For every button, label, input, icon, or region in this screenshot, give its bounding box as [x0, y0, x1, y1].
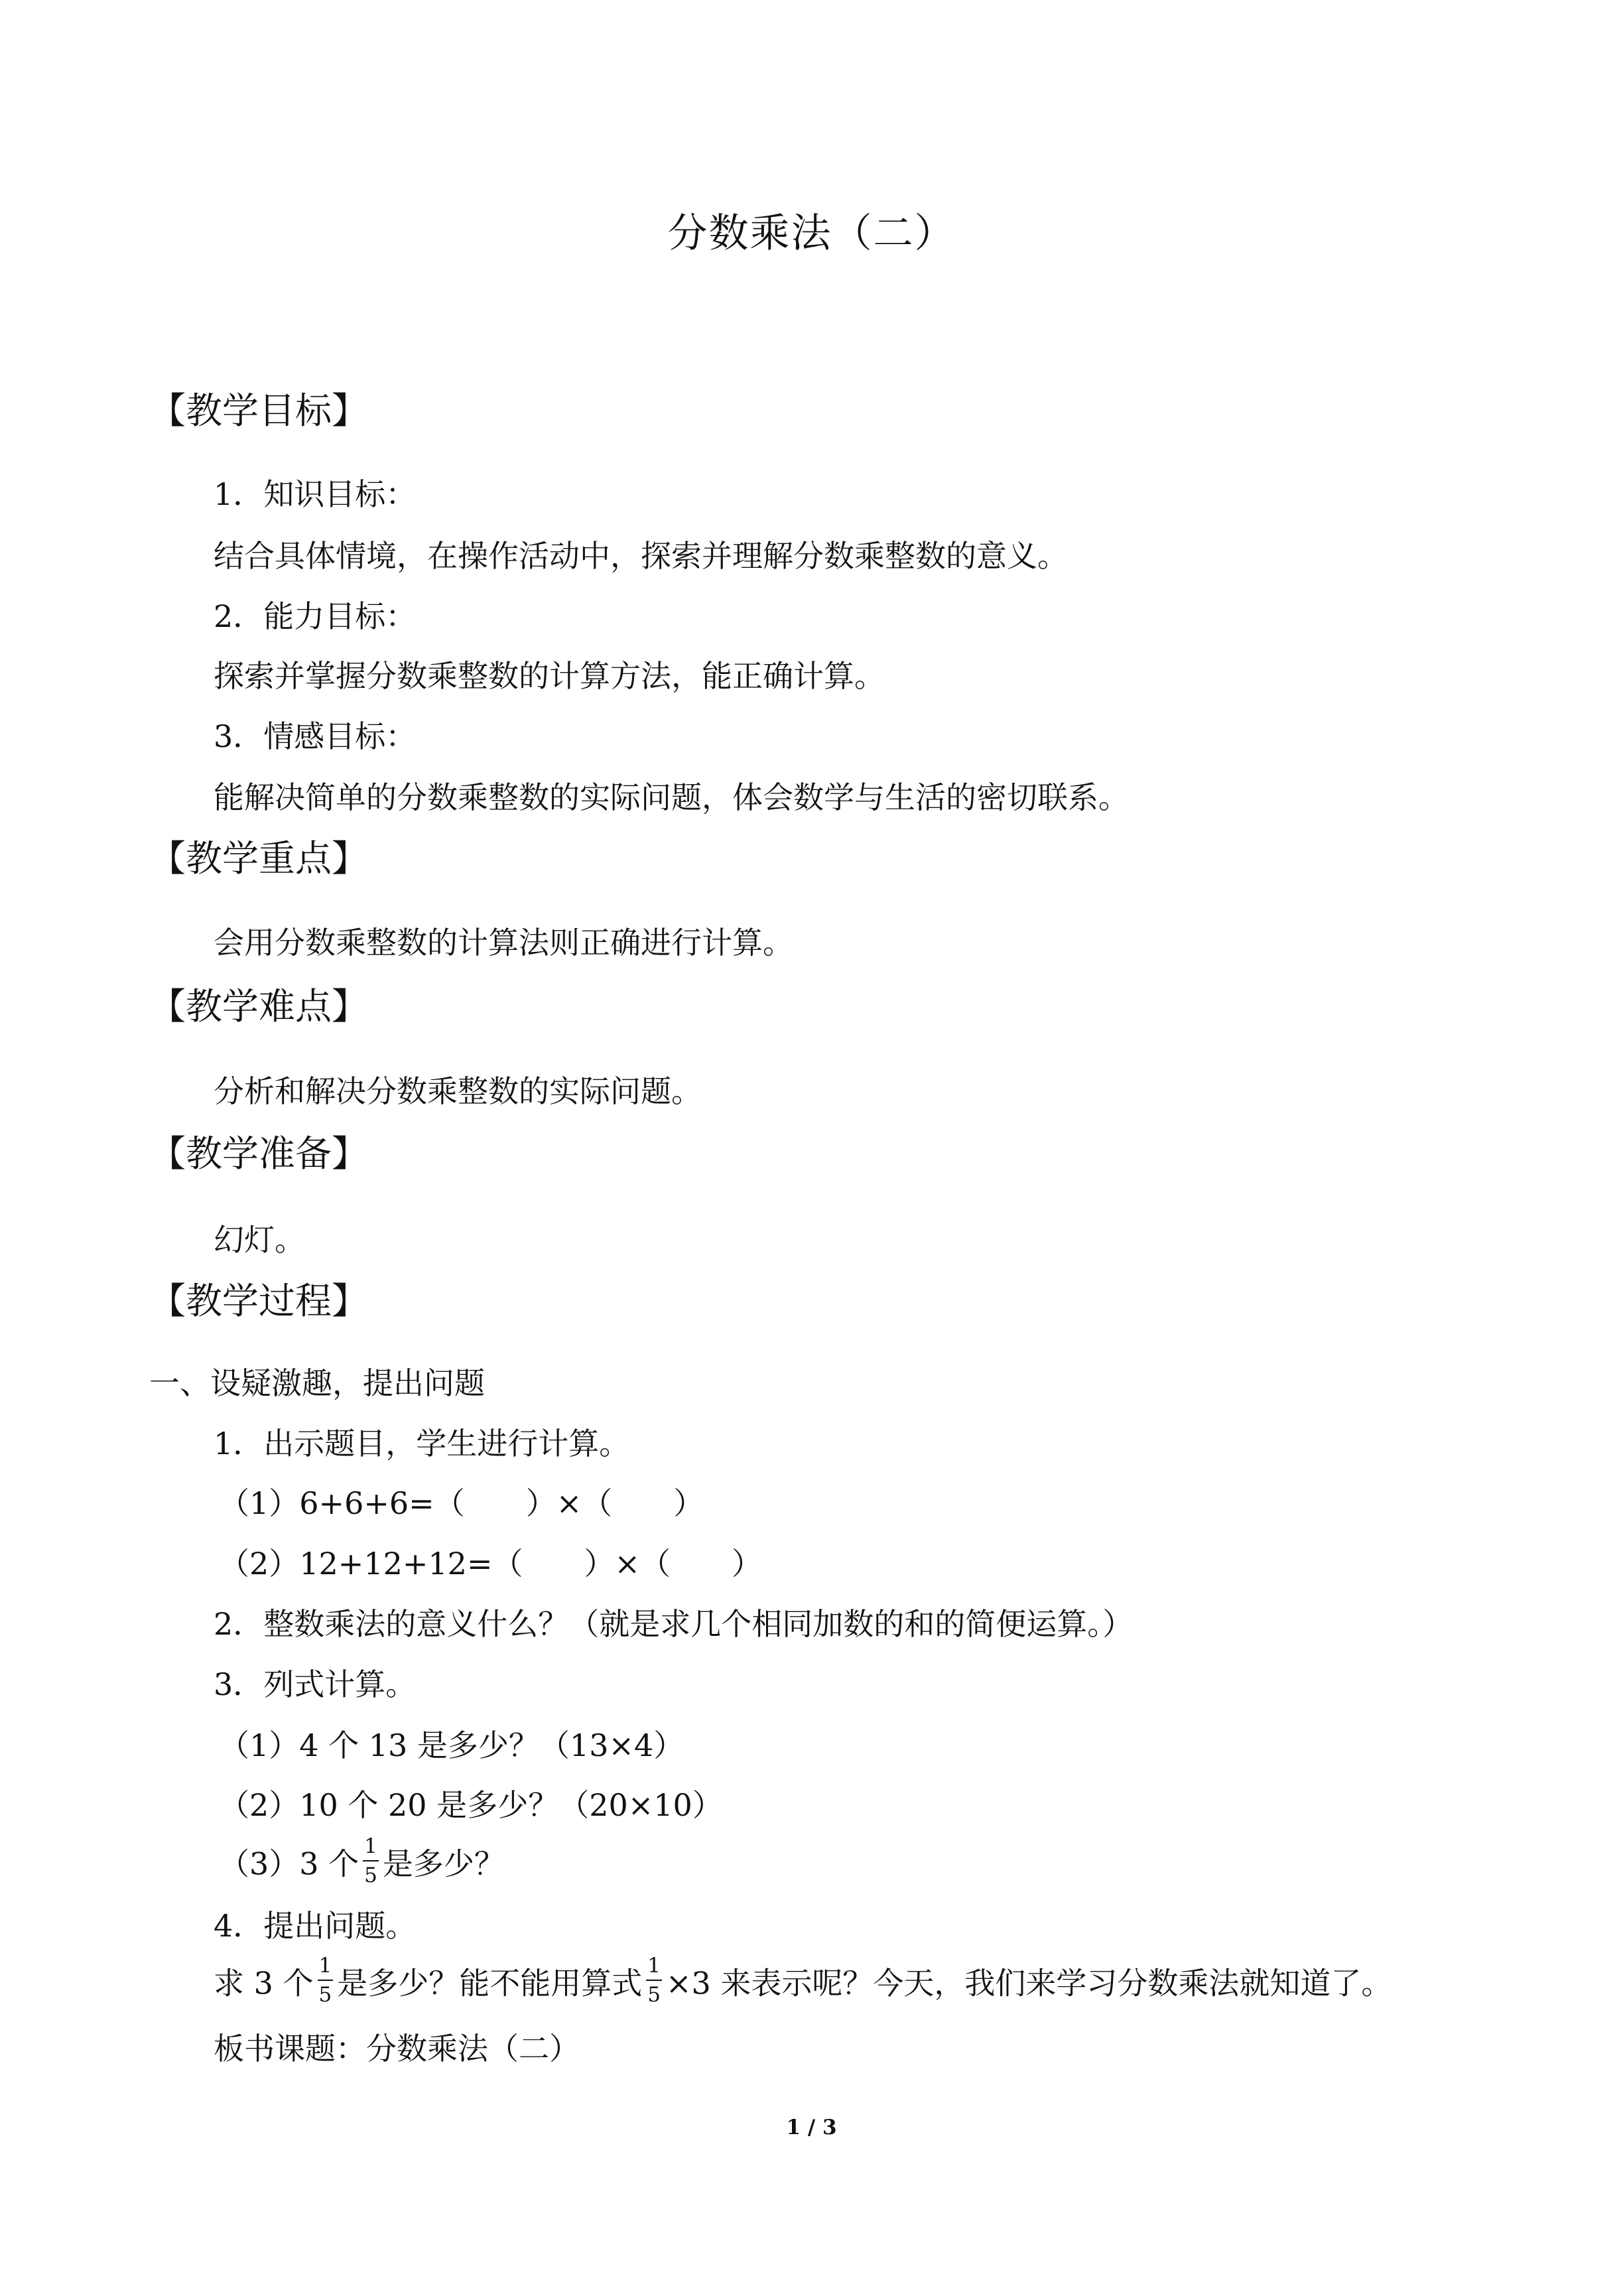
- calc-3: [219, 1834, 505, 1893]
- objective-2-label: 2．能力目标：: [214, 598, 417, 634]
- question-statement: [214, 1954, 1392, 2012]
- fraction-denominator: 5: [364, 1863, 377, 1887]
- step-2: 2．整数乘法的意义什么？（就是求几个相同加数的和的简便运算。）: [214, 1606, 1134, 1642]
- page-title: 分数乘法（二）: [667, 210, 956, 257]
- objective-1-text: 结合具体情境，在操作活动中，探索并理解分数乘整数的意义。: [214, 538, 1068, 574]
- difficulty-text: 分析和解决分数乘整数的实际问题。: [214, 1073, 702, 1109]
- fraction: [318, 1954, 334, 2007]
- key-point-text: 会用分数乘整数的计算法则正确进行计算。: [214, 925, 793, 961]
- fraction: [363, 1835, 379, 1887]
- fraction-numerator: 1: [363, 1835, 379, 1861]
- objective-1-label: 1．知识目标：: [214, 476, 417, 512]
- objective-3-text: 能解决简单的分数乘整数的实际问题，体会数学与生活的密切联系。: [214, 779, 1129, 815]
- fraction-numerator: 1: [646, 1954, 662, 1981]
- question-middle: 是多少？能不能用算式: [337, 1965, 643, 2001]
- step-3: 3．列式计算。: [214, 1666, 417, 1702]
- fraction-denominator: 5: [647, 1982, 661, 2007]
- section-1-title: 一、设疑激趣，提出问题: [149, 1365, 485, 1401]
- calc-3-prefix: （3）3 个: [219, 1846, 359, 1882]
- heading-key-point: 【教学重点】: [149, 837, 369, 880]
- fraction-denominator: 5: [318, 1982, 332, 2007]
- heading-process: 【教学过程】: [149, 1280, 369, 1322]
- fraction: [646, 1954, 662, 2007]
- question-suffix: ×3 来表示呢？今天，我们来学习分数乘法就知道了。: [665, 1965, 1392, 2001]
- question-1: （1）6+6+6=（ ）×（ ）: [219, 1485, 704, 1521]
- calc-2: （2）10 个 20 是多少？（20×10）: [219, 1787, 723, 1823]
- calc-3-suffix: 是多少？: [382, 1846, 505, 1882]
- heading-difficulty: 【教学难点】: [149, 985, 369, 1028]
- preparation-text: 幻灯。: [214, 1222, 305, 1258]
- page-number: 1 / 3: [786, 2116, 837, 2139]
- calc-1: （1）4 个 13 是多少？（13×4）: [219, 1727, 684, 1763]
- step-1: 1．出示题目，学生进行计算。: [214, 1426, 630, 1461]
- objective-2-text: 探索并掌握分数乘整数的计算方法，能正确计算。: [214, 658, 885, 694]
- board-title: 板书课题：分数乘法（二）: [214, 2031, 580, 2066]
- question-prefix: 求 3 个: [214, 1965, 314, 2001]
- heading-objectives: 【教学目标】: [149, 389, 369, 432]
- fraction-numerator: 1: [318, 1954, 334, 1981]
- question-2: （2）12+12+12=（ ）×（ ）: [219, 1546, 763, 1582]
- heading-preparation: 【教学准备】: [149, 1132, 369, 1175]
- objective-3-label: 3．情感目标：: [214, 718, 417, 754]
- step-4: 4．提出问题。: [214, 1908, 417, 1944]
